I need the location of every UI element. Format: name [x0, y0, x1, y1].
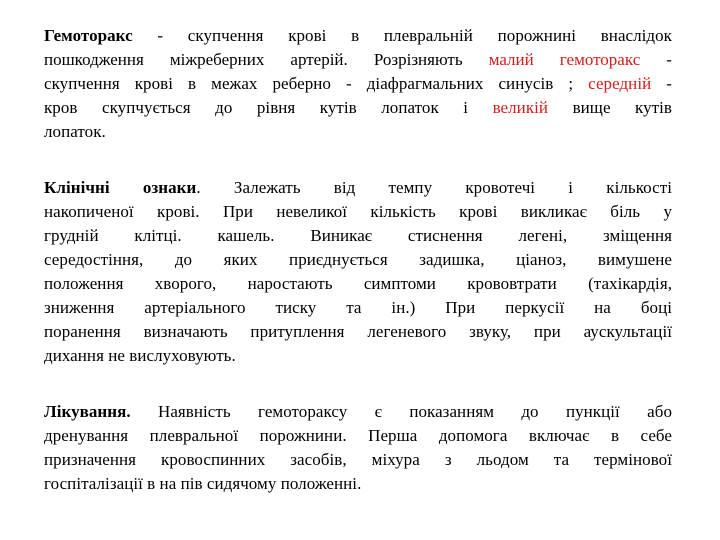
term-clinical-signs: Клінічні ознаки — [44, 178, 197, 197]
line-text: поранення визначають притуплення легеневого звуку, при аускультації — [44, 322, 672, 341]
paragraph-hemothorax-definition — [44, 24, 672, 144]
text-line — [44, 24, 672, 48]
term-hemothorax: Гемоторакс — [44, 26, 133, 45]
text-line — [44, 48, 672, 72]
text-line — [44, 448, 672, 472]
text-line — [44, 320, 672, 344]
text-line — [44, 344, 672, 368]
text-line — [44, 176, 672, 200]
text-line — [44, 400, 672, 424]
line-text-tail: вище кутів — [548, 98, 672, 117]
line-text: лопаток. — [44, 122, 106, 141]
line-text: госпіталізації в на пів сидячому положенні. — [44, 474, 362, 493]
line-text: зниження артеріального тиску та ін.) При перкусії на боці — [44, 298, 672, 317]
term-treatment: Лікування. — [44, 402, 131, 421]
line-text: . Залежать від темпу кровотечі і кількості — [196, 178, 672, 197]
paragraph-clinical-signs — [44, 176, 672, 368]
text-line — [44, 120, 672, 144]
line-text: - скупчення крові в плевральній порожнині внаслідок — [132, 26, 672, 45]
line-text: пошкодження міжреберних артерій. Розрізняють — [44, 50, 489, 69]
line-text: дренування плевральної порожнини. Перша допомога включає в себе — [44, 426, 672, 445]
text-line — [44, 224, 672, 248]
line-text: середостіння, до яких приєднується задишка, ціаноз, вимушене — [44, 250, 672, 269]
line-text: положення хворого, наростають симптоми крововтрати (тахікардія, — [44, 274, 672, 293]
line-text: грудній клітці. кашель. Виникає стиснення легені, зміщення — [44, 226, 672, 245]
paragraph-treatment — [44, 400, 672, 496]
highlight-small-hemothorax: малий гемоторакс — [488, 50, 641, 69]
text-line — [44, 472, 672, 496]
line-text: скупчення крові в межах реберно - діафрагмальних синусів ; — [44, 74, 589, 93]
line-text: кров скупчується до рівня кутів лопаток і — [44, 98, 493, 117]
highlight-medium: середній — [588, 74, 652, 93]
text-line — [44, 248, 672, 272]
text-line — [44, 72, 672, 96]
highlight-large: великій — [492, 98, 549, 117]
line-text: призначення кровоспинних засобів, міхура з льодом та термінової — [44, 450, 672, 469]
line-text-tail: - — [640, 50, 672, 69]
text-line — [44, 296, 672, 320]
line-text-tail: - — [651, 74, 672, 93]
line-text: накопиченої крові. При невеликої кількість крові викликає біль у — [44, 202, 672, 221]
text-line — [44, 272, 672, 296]
line-text: дихання не вислуховують. — [44, 346, 236, 365]
text-line — [44, 424, 672, 448]
text-line — [44, 200, 672, 224]
line-text: Наявність гемотораксу є показанням до пункції або — [130, 402, 672, 421]
text-line — [44, 96, 672, 120]
